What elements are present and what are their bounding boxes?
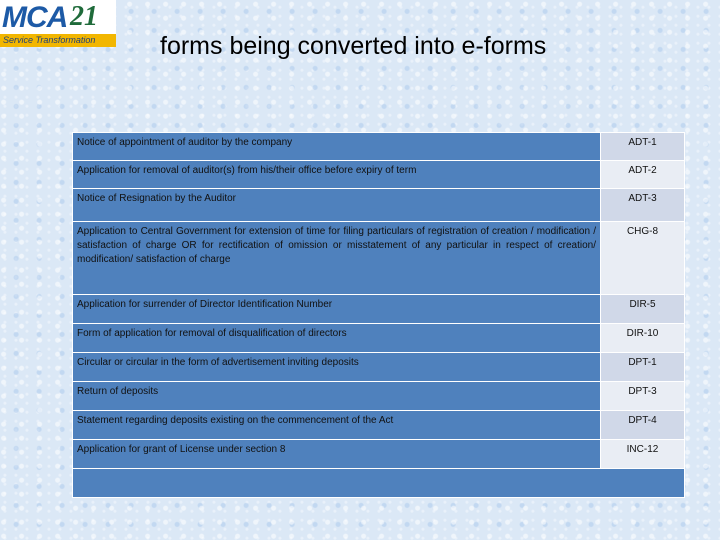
table-row xyxy=(73,411,685,440)
form-description: Notice of Resignation by the Auditor xyxy=(73,189,601,222)
table-row xyxy=(73,382,685,411)
table-row xyxy=(73,222,685,295)
form-description: Application for surrender of Director Identification Number xyxy=(73,295,601,324)
form-description: Circular or circular in the form of advertisement inviting deposits xyxy=(73,353,601,382)
table-row xyxy=(73,161,685,189)
logo-tagline: Service Transformation xyxy=(0,34,116,47)
table-row xyxy=(73,295,685,324)
table-row xyxy=(73,189,685,222)
form-code: DIR-10 xyxy=(601,324,685,353)
form-code: ADT-1 xyxy=(601,133,685,161)
forms-table xyxy=(72,132,685,498)
form-description: Application for removal of auditor(s) from his/their office before expiry of term xyxy=(73,161,601,189)
form-description: Statement regarding deposits existing on the commencement of the Act xyxy=(73,411,601,440)
table-row-empty xyxy=(73,469,685,498)
form-code: DPT-3 xyxy=(601,382,685,411)
form-description: Form of application for removal of disqualification of directors xyxy=(73,324,601,353)
form-code: ADT-3 xyxy=(601,189,685,222)
form-code: DPT-1 xyxy=(601,353,685,382)
form-code: INC-12 xyxy=(601,440,685,469)
form-code: DPT-4 xyxy=(601,411,685,440)
table-row xyxy=(73,440,685,469)
page-title: forms being converted into e-forms xyxy=(160,32,547,60)
table-row xyxy=(73,324,685,353)
logo-brand: MCA xyxy=(2,1,68,34)
table-row xyxy=(73,353,685,382)
form-code: ADT-2 xyxy=(601,161,685,189)
mca21-logo xyxy=(0,0,116,48)
form-code: CHG-8 xyxy=(601,222,685,295)
form-description: Application to Central Government for extension of time for filing particulars of registration of creation / modification / satisfaction of charge OR for rectification of omission or misstatement of any particular in respect of creation/ modification/ satisfaction of charge xyxy=(73,222,601,295)
form-description: Notice of appointment of auditor by the company xyxy=(73,133,601,161)
form-description: Application for grant of License under section 8 xyxy=(73,440,601,469)
table-row xyxy=(73,133,685,161)
form-code: DIR-5 xyxy=(601,295,685,324)
empty-cell xyxy=(73,469,685,498)
form-description: Return of deposits xyxy=(73,382,601,411)
logo-number: 21 xyxy=(70,1,98,32)
